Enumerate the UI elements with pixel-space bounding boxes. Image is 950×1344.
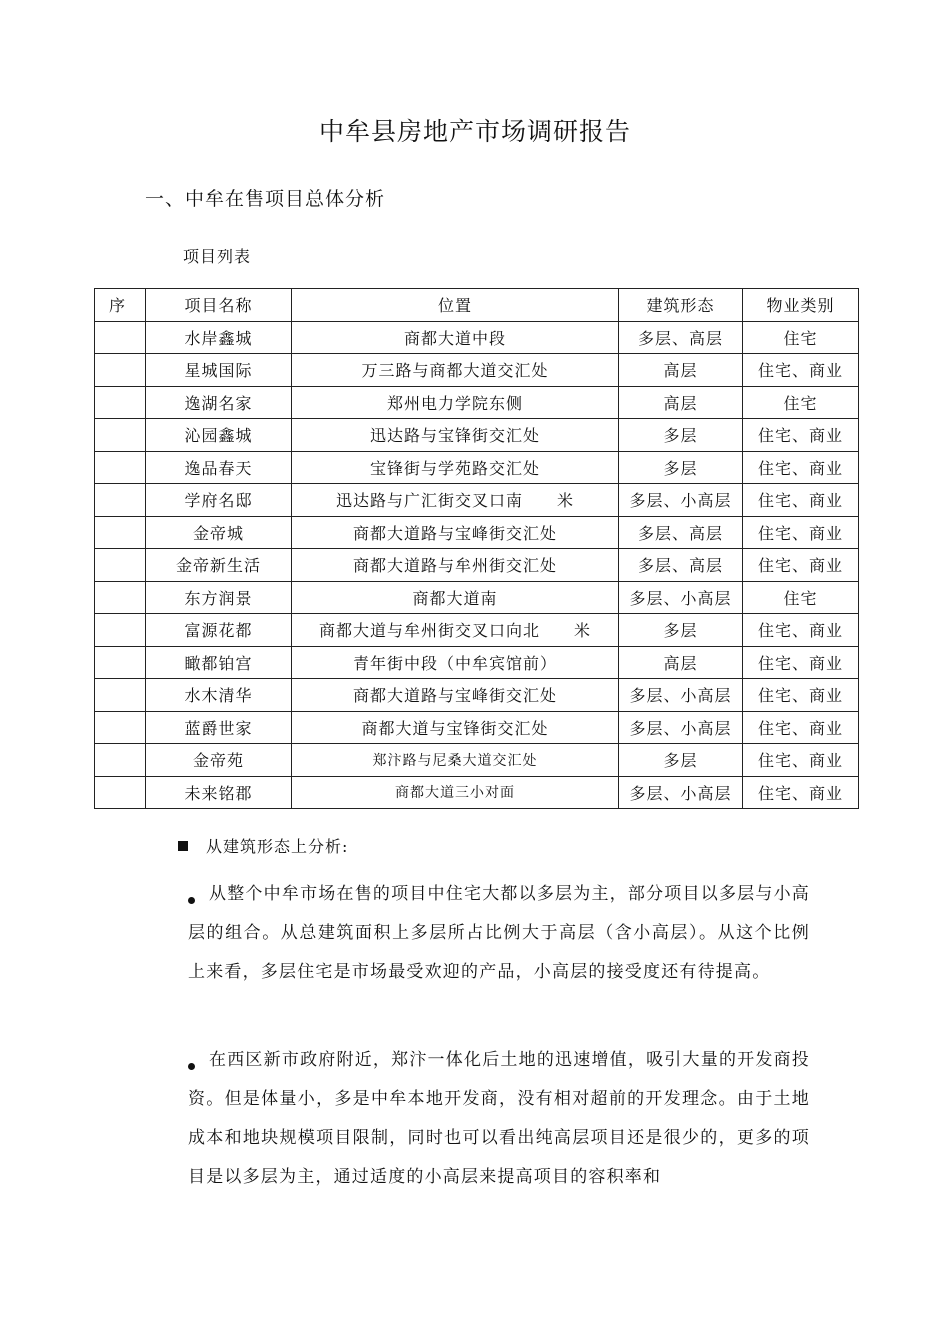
header-building-form: 建筑形态	[619, 289, 743, 322]
cell-building-form: 高层	[619, 386, 743, 419]
cell-location: 商都大道路与牟州街交汇处	[292, 549, 619, 582]
cell-index	[95, 386, 146, 419]
square-bullet-icon	[178, 841, 188, 851]
cell-property-category: 住宅、商业	[743, 549, 859, 582]
table-row	[95, 451, 859, 484]
cell-location: 宝锋街与学苑路交汇处	[292, 451, 619, 484]
cell-location: 商都大道中段	[292, 321, 619, 354]
cell-index	[95, 646, 146, 679]
cell-property-category: 住宅、商业	[743, 516, 859, 549]
table-row	[95, 581, 859, 614]
cell-building-form: 多层	[619, 614, 743, 647]
analysis-heading-text: 从建筑形态上分析:	[206, 837, 349, 856]
analysis-heading	[178, 834, 348, 857]
cell-location: 青年街中段（中牟宾馆前）	[292, 646, 619, 679]
table-row	[95, 386, 859, 419]
cell-location: 商都大道路与宝峰街交汇处	[292, 516, 619, 549]
table-row	[95, 321, 859, 354]
cell-location: 商都大道路与宝峰街交汇处	[292, 679, 619, 712]
cell-project-name: 金帝新生活	[146, 549, 292, 582]
cell-building-form: 多层、小高层	[619, 581, 743, 614]
cell-index	[95, 581, 146, 614]
cell-property-category: 住宅、商业	[743, 419, 859, 452]
cell-index	[95, 321, 146, 354]
cell-index	[95, 744, 146, 777]
cell-project-name: 金帝城	[146, 516, 292, 549]
table-row	[95, 646, 859, 679]
cell-location: 迅达路与宝锋街交汇处	[292, 419, 619, 452]
table-row	[95, 711, 859, 744]
cell-location: 万三路与商都大道交汇处	[292, 354, 619, 387]
cell-location: 商都大道南	[292, 581, 619, 614]
cell-location: 商都大道与宝锋街交汇处	[292, 711, 619, 744]
cell-project-name: 水岸鑫城	[146, 321, 292, 354]
cell-building-form: 多层、小高层	[619, 679, 743, 712]
cell-index	[95, 516, 146, 549]
analysis-paragraph-2	[188, 1041, 810, 1197]
header-project-name: 项目名称	[146, 289, 292, 322]
cell-building-form: 多层、高层	[619, 321, 743, 354]
cell-project-name: 金帝苑	[146, 744, 292, 777]
cell-building-form: 多层	[619, 419, 743, 452]
cell-project-name: 水木清华	[146, 679, 292, 712]
cell-building-form: 多层、小高层	[619, 776, 743, 809]
cell-project-name: 星城国际	[146, 354, 292, 387]
project-table	[94, 288, 859, 809]
cell-property-category: 住宅	[743, 321, 859, 354]
header-property-category: 物业类别	[743, 289, 859, 322]
cell-property-category: 住宅、商业	[743, 484, 859, 517]
cell-property-category: 住宅、商业	[743, 679, 859, 712]
table-row	[95, 516, 859, 549]
header-location: 位置	[292, 289, 619, 322]
cell-property-category: 住宅、商业	[743, 614, 859, 647]
table-row	[95, 484, 859, 517]
cell-index	[95, 451, 146, 484]
dot-bullet-icon	[188, 897, 195, 904]
table-row	[95, 744, 859, 777]
table-row	[95, 776, 859, 809]
cell-project-name: 逸品春天	[146, 451, 292, 484]
cell-building-form: 多层	[619, 744, 743, 777]
cell-building-form: 多层、小高层	[619, 711, 743, 744]
cell-property-category: 住宅、商业	[743, 646, 859, 679]
table-row	[95, 419, 859, 452]
cell-index	[95, 776, 146, 809]
cell-location: 郑汴路与尼桑大道交汇处	[292, 744, 619, 777]
cell-project-name: 瞰都铂宫	[146, 646, 292, 679]
cell-property-category: 住宅、商业	[743, 776, 859, 809]
table-header-row	[95, 289, 859, 322]
table-row	[95, 354, 859, 387]
header-index: 序	[95, 289, 146, 322]
cell-building-form: 多层、高层	[619, 549, 743, 582]
cell-project-name: 东方润景	[146, 581, 292, 614]
table-row	[95, 614, 859, 647]
analysis-paragraph-1	[188, 875, 810, 992]
cell-property-category: 住宅、商业	[743, 744, 859, 777]
cell-building-form: 高层	[619, 354, 743, 387]
analysis-paragraph-2-text: 在西区新市政府附近，郑汴一体化后土地的迅速增值，吸引大量的开发商投资。但是体量小，多是中牟本地开发商，没有相对超前的开发理念。由于土地成本和地块规模项目限制，同时也可以看出纯高层项目还是很少的，更多的项目是以多层为主，通过适度的小高层来提高项目的容积率和	[188, 1050, 810, 1187]
cell-index	[95, 549, 146, 582]
cell-building-form: 多层	[619, 451, 743, 484]
cell-location: 商都大道三小对面	[292, 776, 619, 809]
cell-project-name: 学府名邸	[146, 484, 292, 517]
cell-property-category: 住宅	[743, 386, 859, 419]
cell-building-form: 多层、小高层	[619, 484, 743, 517]
cell-project-name: 沁园鑫城	[146, 419, 292, 452]
cell-property-category: 住宅、商业	[743, 354, 859, 387]
cell-index	[95, 679, 146, 712]
table-row	[95, 549, 859, 582]
cell-index	[95, 419, 146, 452]
dot-bullet-icon	[188, 1063, 195, 1070]
analysis-paragraph-1-text: 从整个中牟市场在售的项目中住宅大都以多层为主，部分项目以多层与小高层的组合。从总建筑面积上多层所占比例大于高层（含小高层）。从这个比例上来看，多层住宅是市场最受欢迎的产品，小高层的接受度还有待提高。	[188, 884, 810, 982]
cell-project-name: 富源花都	[146, 614, 292, 647]
cell-index	[95, 484, 146, 517]
table-caption: 项目列表	[183, 247, 252, 266]
cell-location: 商都大道与牟州街交叉口向北 米	[292, 614, 619, 647]
section-heading: 一、中牟在售项目总体分析	[145, 188, 386, 210]
cell-index	[95, 614, 146, 647]
cell-building-form: 多层、高层	[619, 516, 743, 549]
cell-project-name: 逸湖名家	[146, 386, 292, 419]
cell-project-name: 未来铭郡	[146, 776, 292, 809]
table-row	[95, 679, 859, 712]
cell-index	[95, 354, 146, 387]
cell-project-name: 蓝爵世家	[146, 711, 292, 744]
cell-location: 迅达路与广汇街交叉口南 米	[292, 484, 619, 517]
page-title: 中牟县房地产市场调研报告	[318, 117, 631, 146]
cell-building-form: 高层	[619, 646, 743, 679]
cell-property-category: 住宅、商业	[743, 451, 859, 484]
cell-index	[95, 711, 146, 744]
cell-property-category: 住宅	[743, 581, 859, 614]
cell-location: 郑州电力学院东侧	[292, 386, 619, 419]
cell-property-category: 住宅、商业	[743, 711, 859, 744]
